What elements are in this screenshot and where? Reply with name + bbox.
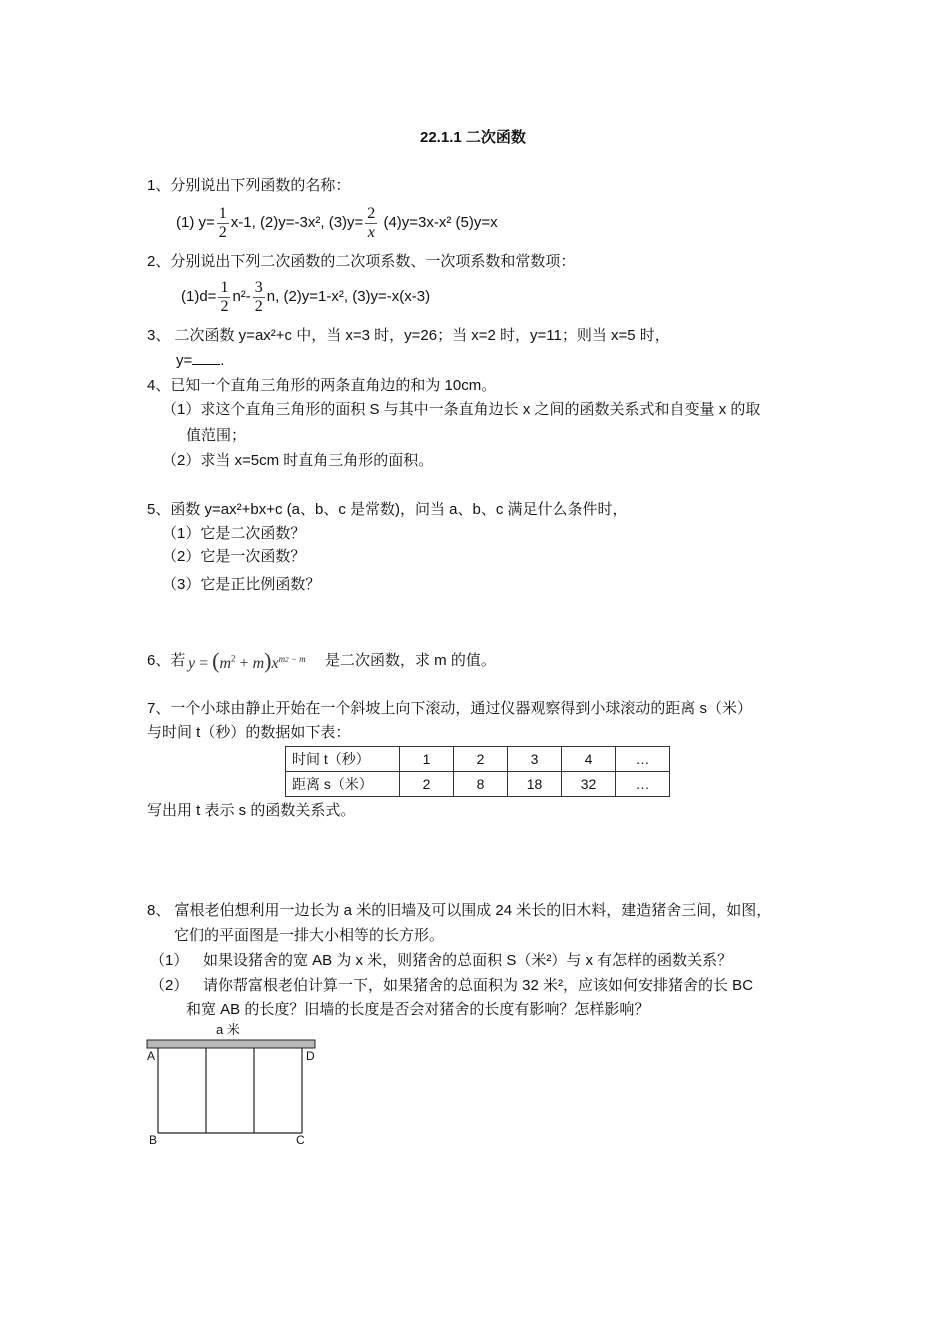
q1-frac3-den: x: [367, 223, 375, 241]
q1-fraction-2-over-x: [365, 205, 377, 242]
q2-frac1-num: 1: [220, 278, 229, 296]
q8-sub2-line2: 和宽 AB 的长度？旧墙的长度是否会对猪舍的长度有影响？怎样影响？: [186, 1001, 650, 1018]
q3-period: .: [220, 352, 225, 369]
table-cell: 3: [508, 747, 562, 772]
q1-frac1-num: 1: [218, 204, 227, 222]
q5-prompt: 5、函数 y=ax²+bx+c (a、b、c 是常数)，问当 a、b、c 满足什么条件时，: [147, 501, 628, 518]
q8-line2: 它们的平面图是一排大小相等的长方形。: [174, 927, 445, 944]
label-a: A: [147, 1049, 156, 1063]
q5-sub1: （1）它是二次函数？: [162, 525, 306, 542]
q1-item1-prefix: (1) y=: [176, 214, 215, 231]
label-c: C: [296, 1133, 305, 1147]
q2-items: [181, 274, 430, 320]
q8-sub2-line1: 请你帮富根老伯计算一下，如果猪舍的总面积为 32 米²，应该如何安排猪舍的长 BC: [203, 977, 754, 994]
q7-line1: 7、一个小球由静止开始在一个斜坡上向下滚动，通过仪器观察得到小球滚动的距离 s（米）: [147, 700, 753, 717]
q6-formula: $y = (m^2 + m)x^{m2 - m}$: [188, 648, 306, 673]
q7-line2: 与时间 t（秒）的数据如下表：: [147, 724, 351, 741]
q8-sub2-num: （2）: [150, 977, 189, 994]
table-cell: 2: [454, 747, 508, 772]
q6-suffix: 是二次函数，求 m 的值。: [325, 652, 496, 669]
wall-label: a 米: [216, 1022, 240, 1037]
q1-rest: (4)y=3x-x² (5)y=x: [379, 214, 498, 231]
table-row: [286, 747, 670, 772]
q8-sub1-num: （1）: [150, 952, 189, 969]
label-b: B: [149, 1133, 158, 1147]
q1-prompt: 1、分别说出下列函数的名称：: [147, 177, 351, 194]
q3-line1: 3、 二次函数 y=ax²+c 中，当 x=3 时，y=26；当 x=2 时，y=11；则当 x=5 时，: [147, 327, 670, 344]
page-title: 22.1.1 二次函数: [420, 129, 526, 146]
q2-frac1-den: 2: [220, 297, 229, 315]
q1-fraction-half: [217, 205, 229, 242]
table-cell: …: [616, 747, 670, 772]
q5-sub3: （3）它是正比例函数？: [162, 576, 321, 593]
q2-prompt: 2、分别说出下列二次函数的二次项系数、一次项系数和常数项：: [147, 253, 576, 270]
q3-answer-blank: [192, 350, 220, 365]
q4-prompt: 4、已知一个直角三角形的两条直角边的和为 10cm。: [147, 377, 497, 394]
q7-after: 写出用 t 表示 s 的函数关系式。: [147, 802, 356, 819]
q5-sub2: （2）它是一次函数？: [162, 548, 306, 565]
q2-fraction-three-halves: [253, 279, 265, 316]
q6-prefix: 6、若: [147, 652, 186, 669]
q4-sub2: （2）求当 x=5cm 时直角三角形的面积。: [162, 452, 434, 469]
q8-sub1: 如果设猪舍的宽 AB 为 x 米，则猪舍的总面积 S（米²）与 x 有怎样的函数关系？: [203, 952, 733, 969]
table-cell: 18: [508, 772, 562, 797]
q1-item1-suffix: x-1, (2)y=-3x², (3)y=: [230, 214, 364, 231]
table-cell: …: [616, 772, 670, 797]
q8-line1: 8、 富根老伯想利用一边长为 a 米的旧墙及可以围成 24 米长的旧木料，建造猪舍三间，如图，: [147, 902, 772, 919]
q3-line2: [176, 350, 224, 371]
pigsty-figure: [140, 1018, 330, 1150]
q2-prefix: (1)d=: [181, 288, 217, 305]
old-wall: [147, 1040, 315, 1048]
table-cell: 32: [562, 772, 616, 797]
table-cell: 2: [400, 772, 454, 797]
q3-y-label: y=: [176, 352, 193, 369]
table-row: [286, 772, 670, 797]
q2-rest: n, (2)y=1-x², (3)y=-x(x-3): [266, 288, 431, 305]
q2-mid: n²-: [232, 288, 251, 305]
q2-frac2-den: 2: [254, 297, 263, 315]
table-cell: 1: [400, 747, 454, 772]
label-d: D: [306, 1049, 315, 1063]
data-table: [285, 746, 670, 797]
q2-fraction-half: [218, 279, 230, 316]
table-header-time: 时间 t（秒）: [286, 747, 400, 772]
q1-frac3-num: 2: [367, 204, 376, 222]
table-header-distance: 距离 s（米）: [286, 772, 400, 797]
q4-sub1-line1: （1）求这个直角三角形的面积 S 与其中一条直角边长 x 之间的函数关系式和自变量 x 的取: [162, 401, 761, 418]
table-cell: 4: [562, 747, 616, 772]
q1-frac1-den: 2: [218, 223, 227, 241]
q1-items: [176, 200, 498, 246]
q4-sub1-line2: 值范围；: [186, 427, 247, 444]
table-cell: 8: [454, 772, 508, 797]
q2-frac2-num: 3: [254, 278, 263, 296]
